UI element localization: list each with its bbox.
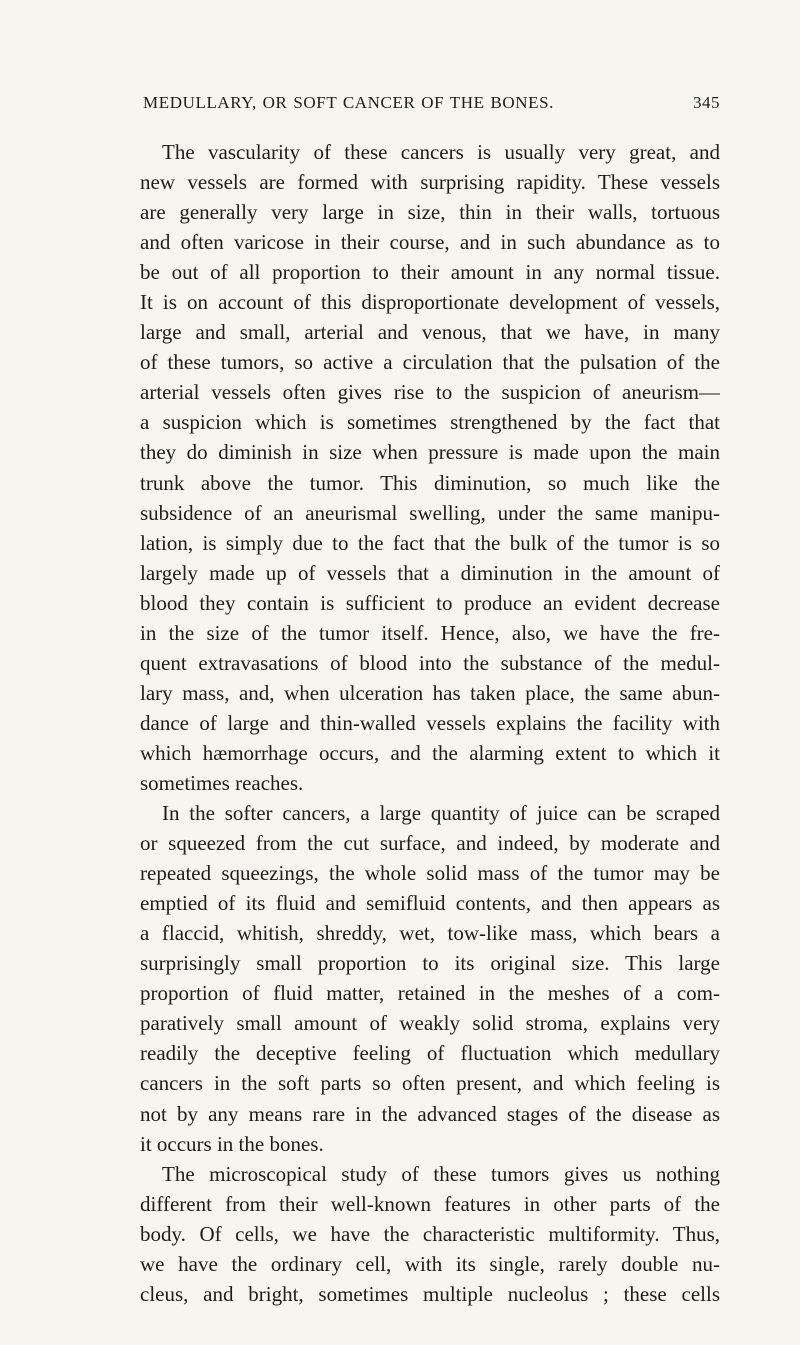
text-line: body. Of cells, we have the characteristic multiformity. Thus, <box>140 1221 720 1246</box>
text-line: dance of large and thin-walled vessels explains the facility with <box>140 710 720 735</box>
text-line: emptied of its fluid and semifluid contents, and then appears as <box>140 891 720 916</box>
page-number: 345 <box>693 93 720 112</box>
text-line: are generally very large in size, thin in their walls, tortuous <box>140 200 720 225</box>
text-line: paratively small amount of weakly solid stroma, explains very <box>140 1011 720 1036</box>
text-line: The microscopical study of these tumors gives us nothing <box>162 1161 720 1186</box>
running-head <box>140 93 720 123</box>
text-line: lary mass, and, when ulceration has taken place, the same abun- <box>140 680 720 705</box>
text-line: in the size of the tumor itself. Hence, also, we have the fre- <box>140 620 720 645</box>
text-line: sometimes reaches. <box>140 770 304 795</box>
body-text <box>140 137 720 1309</box>
text-line: large and small, arterial and venous, that we have, in many <box>140 320 720 345</box>
text-line: a suspicion which is sometimes strengthened by the fact that <box>140 410 720 435</box>
text-line: not by any means rare in the advanced stages of the disease as <box>140 1101 720 1126</box>
text-line: surprisingly small proportion to its original size. This large <box>140 951 720 976</box>
text-line: cleus, and bright, sometimes multiple nucleolus ; these cells <box>140 1281 720 1306</box>
text-line: of these tumors, so active a circulation that the pulsation of the <box>140 350 720 375</box>
text-line: proportion of fluid matter, retained in the meshes of a com- <box>140 981 720 1006</box>
text-line: be out of all proportion to their amount in any normal tissue. <box>140 260 720 285</box>
text-line: they do diminish in size when pressure is made upon the main <box>140 440 720 465</box>
text-line: lation, is simply due to the fact that the bulk of the tumor is so <box>140 530 720 555</box>
text-line: subsidence of an aneurismal swelling, under the same manipu- <box>140 500 720 525</box>
text-line: It is on account of this disproportionate development of vessels, <box>140 290 720 315</box>
text-line: different from their well-known features in other parts of the <box>140 1191 720 1216</box>
text-line: which hæmorrhage occurs, and the alarming extent to which it <box>140 740 720 765</box>
text-line: blood they contain is sufficient to produce an evident decrease <box>140 590 720 615</box>
text-line: largely made up of vessels that a diminution in the amount of <box>140 560 720 585</box>
text-line: repeated squeezings, the whole solid mass of the tumor may be <box>140 861 720 886</box>
text-line: a flaccid, whitish, shreddy, wet, tow-like mass, which bears a <box>140 921 720 946</box>
text-line: arterial vessels often gives rise to the suspicion of aneurism— <box>140 380 720 405</box>
text-line: trunk above the tumor. This diminution, so much like the <box>140 470 720 495</box>
text-line: we have the ordinary cell, with its single, rarely double nu- <box>140 1251 720 1276</box>
running-title: MEDULLARY, OR SOFT CANCER OF THE BONES. <box>143 93 555 112</box>
text-line: In the softer cancers, a large quantity of juice can be scraped <box>162 801 720 826</box>
text-line: it occurs in the bones. <box>140 1131 324 1156</box>
text-line: cancers in the soft parts so often present, and which feeling is <box>140 1071 720 1096</box>
text-line: quent extravasations of blood into the substance of the medul- <box>140 650 720 675</box>
text-line: The vascularity of these cancers is usually very great, and <box>162 140 720 164</box>
text-line: and often varicose in their course, and in such abundance as to <box>140 230 720 255</box>
text-line: new vessels are formed with surprising rapidity. These vessels <box>140 170 720 195</box>
text-line: readily the deceptive feeling of fluctuation which medullary <box>140 1041 720 1066</box>
text-line: or squeezed from the cut surface, and indeed, by moderate and <box>140 831 720 856</box>
